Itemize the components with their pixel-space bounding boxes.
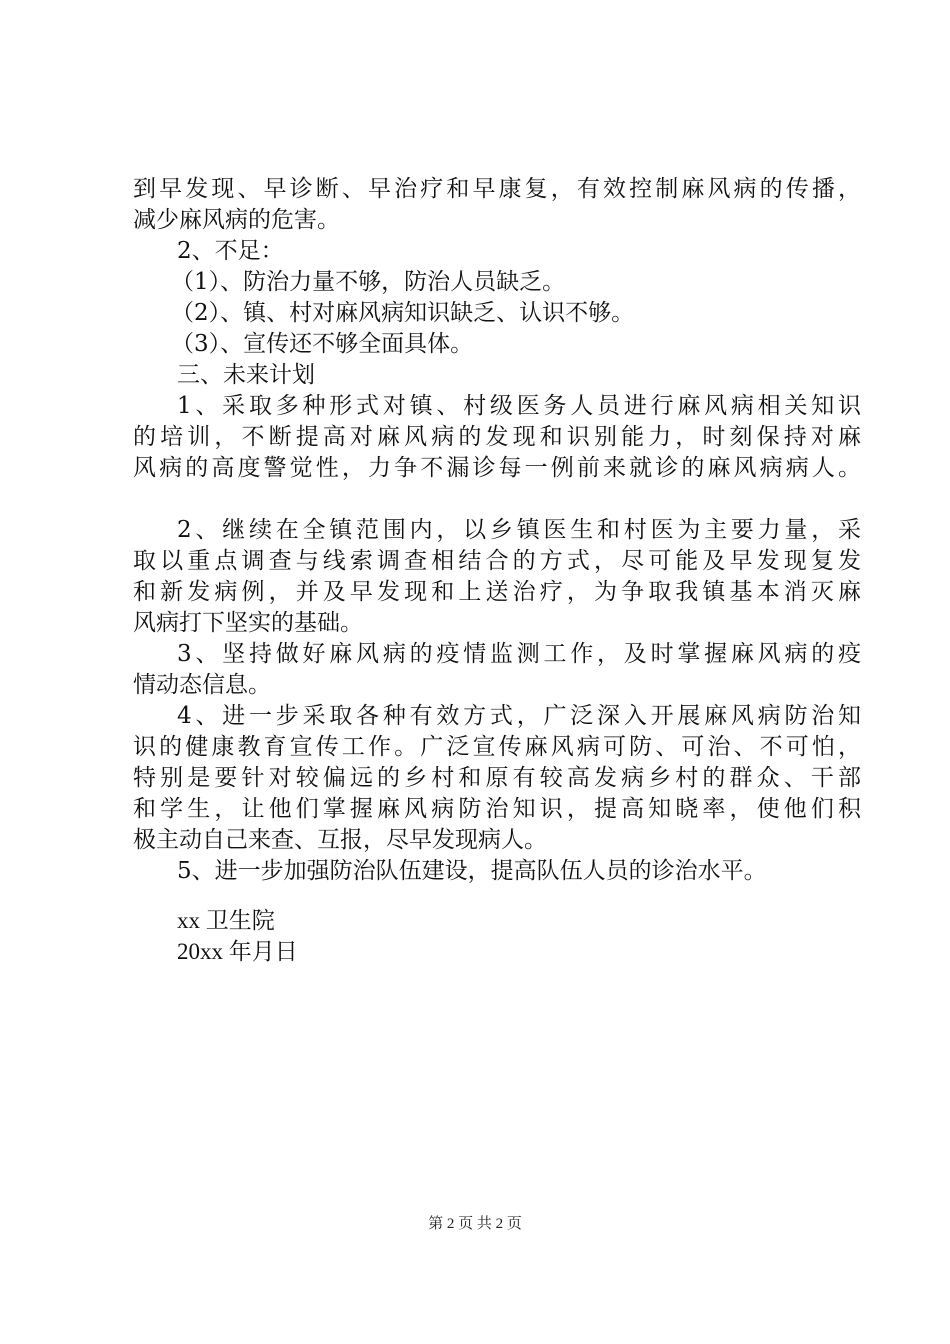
paragraph-line: 和新发病例，并及早发现和上送治疗，为争取我镇基本消灭麻 <box>133 579 861 605</box>
paragraph-line: 1、采取多种形式对镇、村级医务人员进行麻风病相关知识 <box>177 393 861 419</box>
paragraph-line: 2、继续在全镇范围内，以乡镇医生和村医为主要力量，采 <box>177 517 861 543</box>
paragraph-gap <box>133 484 861 515</box>
paragraph-line: 和学生，让他们掌握麻风病防治知识，提高知晓率，使他们积 <box>133 796 861 822</box>
section-heading: 2、不足： <box>177 238 284 264</box>
paragraph-line: 识的健康教育宣传工作。广泛宣传麻风病可防、可治、不可怕， <box>133 734 861 760</box>
paragraph-line: 5、进一步加强防治队伍建设，提高队伍人员的诊治水平。 <box>177 858 767 884</box>
signature-org: xx 卫生院 <box>177 908 275 933</box>
paragraph-line: 3、坚持做好麻风病的疫情监测工作，及时掌握麻风病的疫 <box>177 641 861 667</box>
paragraph-line: 特别是要针对较偏远的乡村和原有较高发病乡村的群众、干部 <box>133 765 861 791</box>
page-footer: 第 2 页 共 2 页 <box>428 1216 522 1232</box>
paragraph-line: 4、进一步采取各种有效方式，广泛深入开展麻风病防治知 <box>177 703 861 729</box>
list-item: （2）、镇、村对麻风病知识缺乏、认识不够。 <box>171 300 635 326</box>
list-item: （1）、防治力量不够，防治人员缺乏。 <box>171 269 566 295</box>
paragraph-line: 情动态信息。 <box>133 672 271 698</box>
section-heading: 三、未来计划 <box>177 362 315 388</box>
document-body <box>133 174 861 887</box>
signature-block <box>177 905 298 967</box>
list-item: （3）、宣传还不够全面具体。 <box>171 331 474 357</box>
paragraph-line: 风病的高度警觉性，力争不漏诊每一例前来就诊的麻风病病人。 <box>133 455 861 481</box>
paragraph-line: 取以重点调查与线索调查相结合的方式，尽可能及早发现复发 <box>133 548 861 574</box>
paragraph-line: 极主动自己来查、互报，尽早发现病人。 <box>133 827 547 853</box>
signature-date: 20xx 年月日 <box>177 939 298 964</box>
paragraph-line: 到早发现、早诊断、早治疗和早康复，有效控制麻风病的传播， <box>133 176 861 202</box>
paragraph-line: 的培训，不断提高对麻风病的发现和识别能力，时刻保持对麻 <box>133 424 861 450</box>
paragraph-line: 减少麻风病的危害。 <box>133 207 340 233</box>
paragraph-line: 风病打下坚实的基础。 <box>133 610 363 636</box>
